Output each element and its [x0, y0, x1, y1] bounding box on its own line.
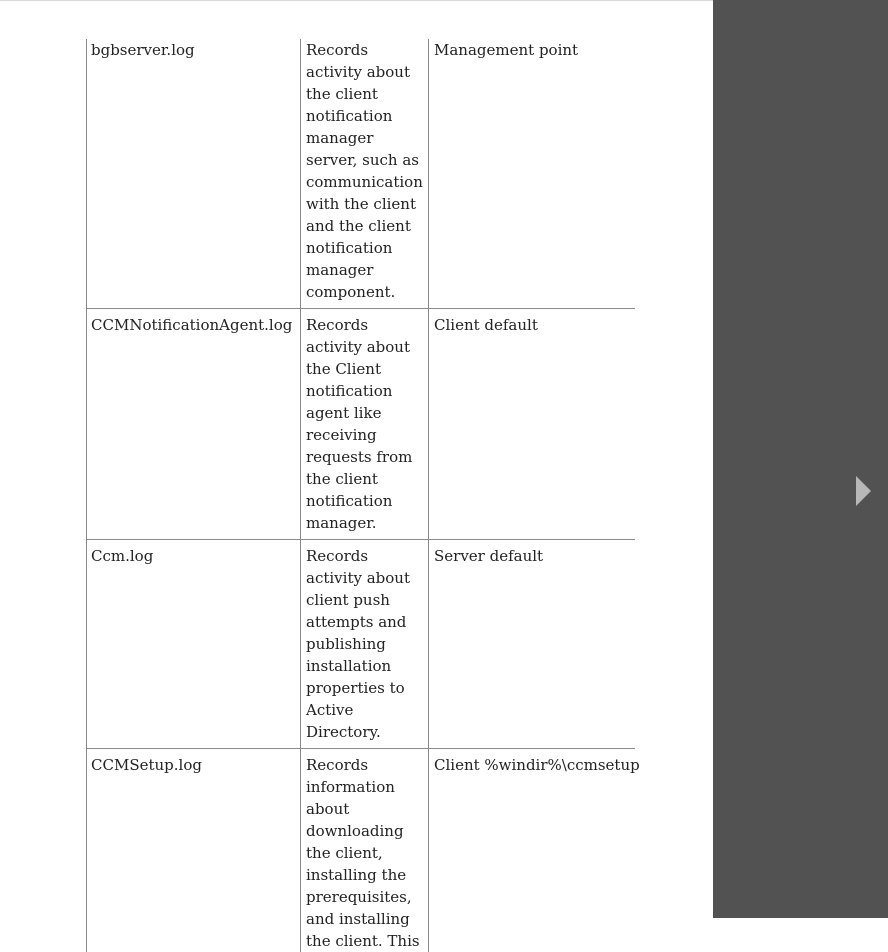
log-name-cell: CCMNotificationAgent.log [87, 309, 301, 540]
description-cell: Records activity about client push attempts and publishing installation properties to Active Directory. [301, 540, 429, 749]
page-top-divider [0, 0, 713, 1]
location-cell: Management point [429, 39, 635, 309]
chevron-right-icon[interactable] [856, 476, 871, 506]
description-cell: Records activity about the Client notification agent like receiving requests from the client notification manager. [301, 309, 429, 540]
location-cell: Client default [429, 309, 635, 540]
location-cell: Client %windir%\ccmsetup [429, 749, 635, 952]
description-cell: Records information about downloading the client, installing the prerequisites, and installing the client. This [301, 749, 429, 952]
viewer-side-panel [713, 0, 888, 918]
table-row [87, 749, 635, 952]
location-cell: Server default [429, 540, 635, 749]
table-row [87, 540, 635, 749]
table-row [87, 39, 635, 309]
log-name-cell: Ccm.log [87, 540, 301, 749]
log-name-cell: CCMSetup.log [87, 749, 301, 952]
log-files-table [86, 39, 635, 952]
table-row [87, 309, 635, 540]
log-name-cell: bgbserver.log [87, 39, 301, 309]
description-cell: Records activity about the client notification manager server, such as communication with the client and the client notification manager component. [301, 39, 429, 309]
